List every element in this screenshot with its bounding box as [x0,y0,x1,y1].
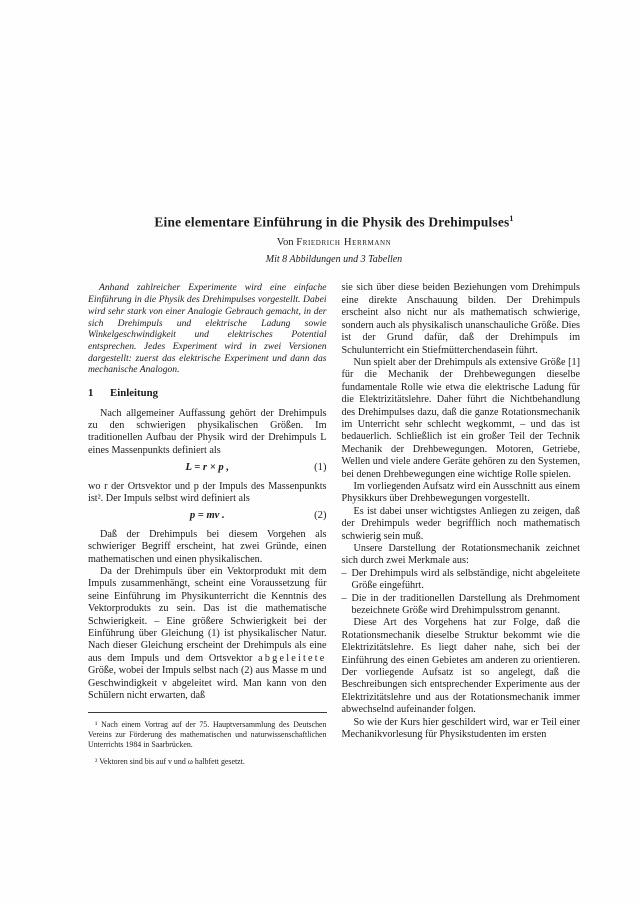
section-heading-einleitung [88,387,327,399]
paragraph-struktur: Diese Art des Vorgehens hat zur Folge, daß die Rotationsmechanik dieselbe Struktur bekommt wie die Elektrizitätslehre. Es liegt daher nahe, sich bei der Einführung des einen Gebietes am anderen zu orientieren. Der vorliegende Aufsatz ist so angelegt, daß die Beschreibungen sich entsprechender Experimente aus der Elektrizitätslehre und aus der Rotationsmechanik immer abwechselnd aufeinander folgen. [341,617,580,716]
paragraph-anschauung: sie sich über diese beiden Beziehungen vom Drehimpuls eine direkte Anschauung bilden. Der Drehimpuls erscheint also nicht nur als mathematisch schwierige, sondern auch als physikalisch unanschauliche Größe. Dies ist der Grund dafür, daß der Drehimpuls im Schulunterricht ein Stiefmütterchendasein führt. [341,282,580,356]
paragraph-ortsvektor: wo r der Ortsvektor und p der Impuls des Massenpunkts ist². Der Impuls selbst wird definiert als [88,480,327,504]
footnote-2: ² Vektoren sind bis auf v und ω halbfett gesetzt. [95,756,245,766]
paragraph-vektorprodukt [88,566,327,702]
page-content [88,211,580,773]
subtitle: Mit 8 Abbildungen und 3 Tabellen [265,254,403,266]
equation-1-formula: L = r × p , [185,462,229,474]
byline [88,237,580,248]
paragraph-merkmale-intro: Unsere Darstellung der Rotationsmechanik zeichnet sich durch zwei Merkmale aus: [341,543,580,567]
two-column-layout [88,282,580,773]
page-title [88,211,580,229]
bullet-item-2 [342,593,581,618]
paragraph-kurs: So wie der Kurs hier geschildert wird, war er Teil einer Mechanikvorlesung für Physikstudenten im ersten [341,716,580,741]
paragraph-vektorprodukt-start: Da der Drehimpuls über ein Vektorprodukt mit dem Impuls zusammenhängt, scheint eine Voraussetzung für seine Einführung im Physikunterricht die Kenntnis des Vektorprodukts zu sein. Das ist die mathematische Schwierigkeit. – Eine größere Schwierigkeit bei der Einführung über Gleichung (1) ist physikalischer Natur. Nach dieser Gleichung erscheint der Drehimpuls als eine aus dem Impuls und dem Ortsvektor [88,565,327,664]
paragraph-anliegen: Es ist dabei unser wichtigstes Anliegen zu zeigen, daß der Drehimpuls weder begrifflich noch mathematisch schwierig sein muß. [341,505,580,542]
equation-1 [88,462,327,474]
emphasized-spaced-word: abgeleitete [258,652,327,664]
footnote-block [88,702,327,773]
section-title: Einleitung [110,387,159,400]
bullet-2-dash: – [341,592,347,604]
bullet-item-1 [342,568,581,593]
abstract-paragraph: Anhand zahlreicher Experimente wird eine einfache Einführung in die Physik des Drehimpulses vorgestellt. Dabei wird sehr stark von einer Analogie Gebrauch gemacht, in der sich Drehimpuls und elektrische Ladung sowie Winkelgeschwindigkeit und elektrisches Potential entsprechen. Jedes Experiment wird in zwei Versionen dargestellt: zuerst das elektrische Experiment und dann das mechanische Analogon. [88,282,327,376]
paragraph-zwei-gruende: Daß der Drehimpuls bei diesem Vorgehen als schwieriger Begriff erscheint, hat zwei Gründe, einen mathematischen und einen physikalischen. [88,528,327,565]
section-number: 1 [88,387,94,400]
equation-2-formula: p = mv . [189,510,225,522]
paragraph-aufsatz-ausschnitt: Im vorliegenden Aufsatz wird ein Ausschnitt aus einem Physikkurs über Drehbewegungen vorgestellt. [341,480,580,505]
title-footnote-marker: 1 [509,214,514,223]
equation-1-number: (1) [314,462,327,474]
footnote-separator-rule [88,712,327,713]
footnote-1: ¹ Nach einem Vortrag auf der 75. Hauptversammlung des Deutschen Vereins zur Förderung des mathematischen und naturwissenschaftlichen Unterrichts 1984 in Saarbrücken. [88,720,327,749]
bullet-1-dash: – [341,567,347,579]
equation-2-number: (2) [314,510,327,522]
paragraph-vektorprodukt-end: Größe, wobei der Impuls selbst nach (2) aus Masse m und Geschwindigkeit v abgeleitet wird. Man kann von den Schülern nicht erwarten, daß [88,665,327,702]
paragraph-extensive-groesse: Nun spielt aber der Drehimpuls als extensive Größe [1] für die Mechanik der Drehbewegungen dieselbe fundamentale Rolle wie etwa die elektrische Ladung für die Elektrizitätslehre. Daher führt die Nichtbehandlung des Drehimpulses dazu, daß die ganze Rotationsmechanik im Unterricht sehr schlecht wegkommt, – und das ist bedauerlich. Schließlich ist ein großer Teil der Technik Mechanik der Drehbewegungen. Motoren, Getriebe, Wellen und viele andere Geräte gehören zu den Systemen, bei denen Drehbewegungen eine wichtige Rolle spielen. [341,356,580,480]
bullet-2-text: Die in der traditionellen Darstellung als Drehmoment bezeichnete Größe wird Drehimpulsstrom genannt. [351,592,580,617]
author-name: Friedrich Herrmann [296,237,392,249]
bullet-1-text: Der Drehimpuls wird als selbständige, nicht abgeleitete Größe eingeführt. [351,567,580,592]
page-title-text: Eine elementare Einführung in die Physik des Drehimpulses [154,214,510,230]
byline-prefix: Von [276,237,297,249]
paragraph-definition-intro: Nach allgemeiner Auffassung gehört der Drehimpuls zu den schwierigen physikalischen Größen. Im traditionellen Aufbau der Physik wird der Drehimpuls L eines Massenpunkts definiert als [88,407,327,456]
equation-2 [88,510,327,522]
left-column [88,282,327,773]
right-column [342,282,581,773]
